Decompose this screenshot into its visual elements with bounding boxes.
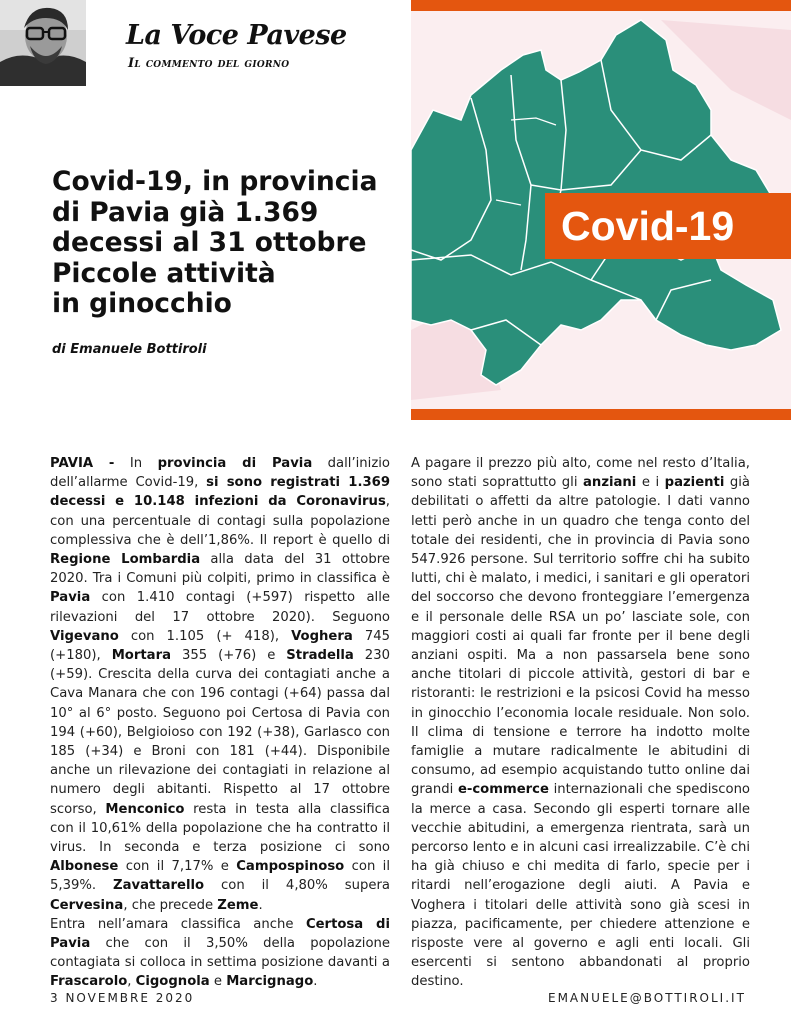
text-run: e	[209, 974, 227, 990]
article-column-right	[411, 454, 750, 992]
text-run: e i	[636, 475, 665, 491]
bold-run: provincia di Pavia	[157, 456, 313, 471]
bold-run: Vigevano	[50, 628, 119, 644]
article-headline	[52, 167, 392, 320]
bold-run: Cigognola	[135, 974, 210, 990]
bold-run: Zeme	[217, 897, 259, 913]
paragraph	[50, 454, 390, 915]
text-run: 230 (+59). Crescita della curva dei contagiati anche a Cava Manara che con 196 contagi (+64) passa dal 10° al 6° posto. Seguono poi Certosa di Pavia con 194 (+60), Belgioioso con 192 (+38), Garlasco con 185 (+34) e Broni con 181 (+44). Disponibile anche un rilevazione dei contagiati in relazione al numero degli abitanti. Rispetto al 17 ottobre scorso,	[50, 648, 390, 817]
headline-line: Piccole attività	[52, 257, 276, 289]
headline-line: in ginocchio	[52, 288, 232, 319]
text-run: dall’inizio dell’allarme Covid-19,	[50, 456, 390, 491]
headline-line: di Pavia già 1.369	[52, 196, 319, 228]
text-run: con il 7,17% e	[118, 859, 237, 875]
dateline: PAVIA -	[50, 456, 115, 471]
publication-tagline: Il commento del giorno	[128, 56, 290, 71]
footer-email-link[interactable]: EMANUELE@BOTTIROLI.IT	[548, 991, 746, 1005]
text-run: Entra nell’amara classifica anche	[50, 916, 306, 932]
text-run: con 1.410 contagi (+597) rispetto alle rilevazioni del 17 ottobre 2020). Seguono	[50, 590, 390, 625]
bold-run: Cervesina	[50, 897, 124, 913]
text-run: resta in testa alla classifica con il 10,61% della popolazione che ha contratto il virus. In seconda e terza posizione ci sono	[50, 801, 390, 856]
headline-line: decessi al 31 ottobre	[52, 227, 367, 258]
bold-run: Regione Lombardia	[50, 552, 201, 568]
bold-run: Marcignago	[226, 974, 314, 990]
text-run: già debilitati o affetti da altre patologie. I dati vanno letti però anche in un quadro che tenga conto del totale dei residenti, che in provincia di Pavia sono 547.926 persone. Sul territorio soffre chi ha subito lutti, chi è malato, i medici, i sanitari e gli operatori del soccorso che devono fronteggiare l’emergenza e il personale delle RSA un po’ lasciate sole, con maggiori costi ai quali far fronte per il bene degli anziani ospiti. Ma a non passarsela bene sono anche titolari di piccole attività, gestori di bar e ristoranti: le restrizioni e la psicosi Covid ha messo in ginocchio l’economia locale residuale. Non solo. Il clima di tensione e terrore ha indotto molte famiglie a mutare radicalmente le abitudini di consumo, ad esempio acquistando tutto online dai grandi	[411, 475, 751, 798]
text-run: A pagare il prezzo più alto, come nel resto d’Italia, sono stati soprattutto gli	[411, 456, 750, 491]
bold-run: e-commerce	[457, 782, 549, 798]
text-run: .	[313, 974, 318, 990]
bold-run: Certosa di Pavia	[50, 916, 390, 952]
bold-run: si sono registrati 1.369 decessi e 10.148 infezioni da Coronavirus	[50, 475, 390, 510]
covid-label: Covid-19	[545, 193, 791, 259]
paragraph	[50, 915, 390, 992]
text-run: In	[114, 456, 158, 471]
text-run: , con una percentuale di contagi sulla popolazione complessiva che è dell’1,86%. Il report è quello di	[50, 494, 390, 548]
text-run: con 1.105 (+ 418),	[118, 628, 292, 644]
bold-run: Frascarolo	[50, 974, 128, 990]
text-run: .	[258, 897, 263, 913]
bold-run: Menconico	[105, 801, 185, 817]
text-run: 745 (+180),	[50, 628, 390, 664]
bold-run: anziani	[583, 475, 637, 491]
bold-run: Zavattarello	[113, 878, 205, 894]
text-run: che con il 3,50% della popolazione contagiata si colloca in settima posizione davanti a	[50, 936, 390, 971]
text-run: 355 (+76) e	[170, 648, 287, 664]
text-run: alla data del 31 ottobre 2020. Tra i Comuni più colpiti, primo in classifica è	[50, 552, 390, 587]
text-run: con il 4,80% supera	[204, 878, 390, 894]
headline-line: Covid-19, in provincia	[52, 166, 378, 197]
bold-run: pazienti	[664, 475, 725, 491]
bold-run: Mortara	[111, 648, 171, 664]
author-portrait-icon	[0, 0, 86, 86]
paragraph	[411, 454, 750, 992]
article-byline: di Emanuele Bottiroli	[52, 342, 207, 357]
lombardy-map-image	[411, 0, 791, 420]
bold-run: Pavia	[50, 590, 91, 606]
publication-brand: La Voce Pavese	[126, 20, 347, 51]
bold-run: Voghera	[291, 628, 353, 644]
text-run: ,	[127, 974, 136, 990]
bold-run: Albonese	[50, 859, 119, 875]
text-run: , che precede	[123, 897, 218, 913]
bold-run: Stradella	[286, 648, 354, 664]
text-run: con il 5,39%.	[50, 859, 391, 894]
footer-date: 3 NOVEMBRE 2020	[50, 991, 195, 1005]
text-run: internazionali che spediscono la merce a casa. Secondo gli esperti tornare alle vecchie abitudini, a emergenza rientrata, sarà un percorso lento e in alcuni casi irrealizzabile. C’è chi ha già chiuso e chi medita di farlo, specie per i ritardi nell’erogazione degli aiuti. A Pavia e Voghera i titolari delle attività sono già scesi in piazza, pacificamente, per chiedere attenzione e risposte vere al governo e agli enti locali. Gli esercenti si sentono abbandonati al proprio destino.	[411, 782, 750, 990]
article-column-left	[50, 454, 390, 992]
bold-run: Campospinoso	[236, 859, 345, 875]
